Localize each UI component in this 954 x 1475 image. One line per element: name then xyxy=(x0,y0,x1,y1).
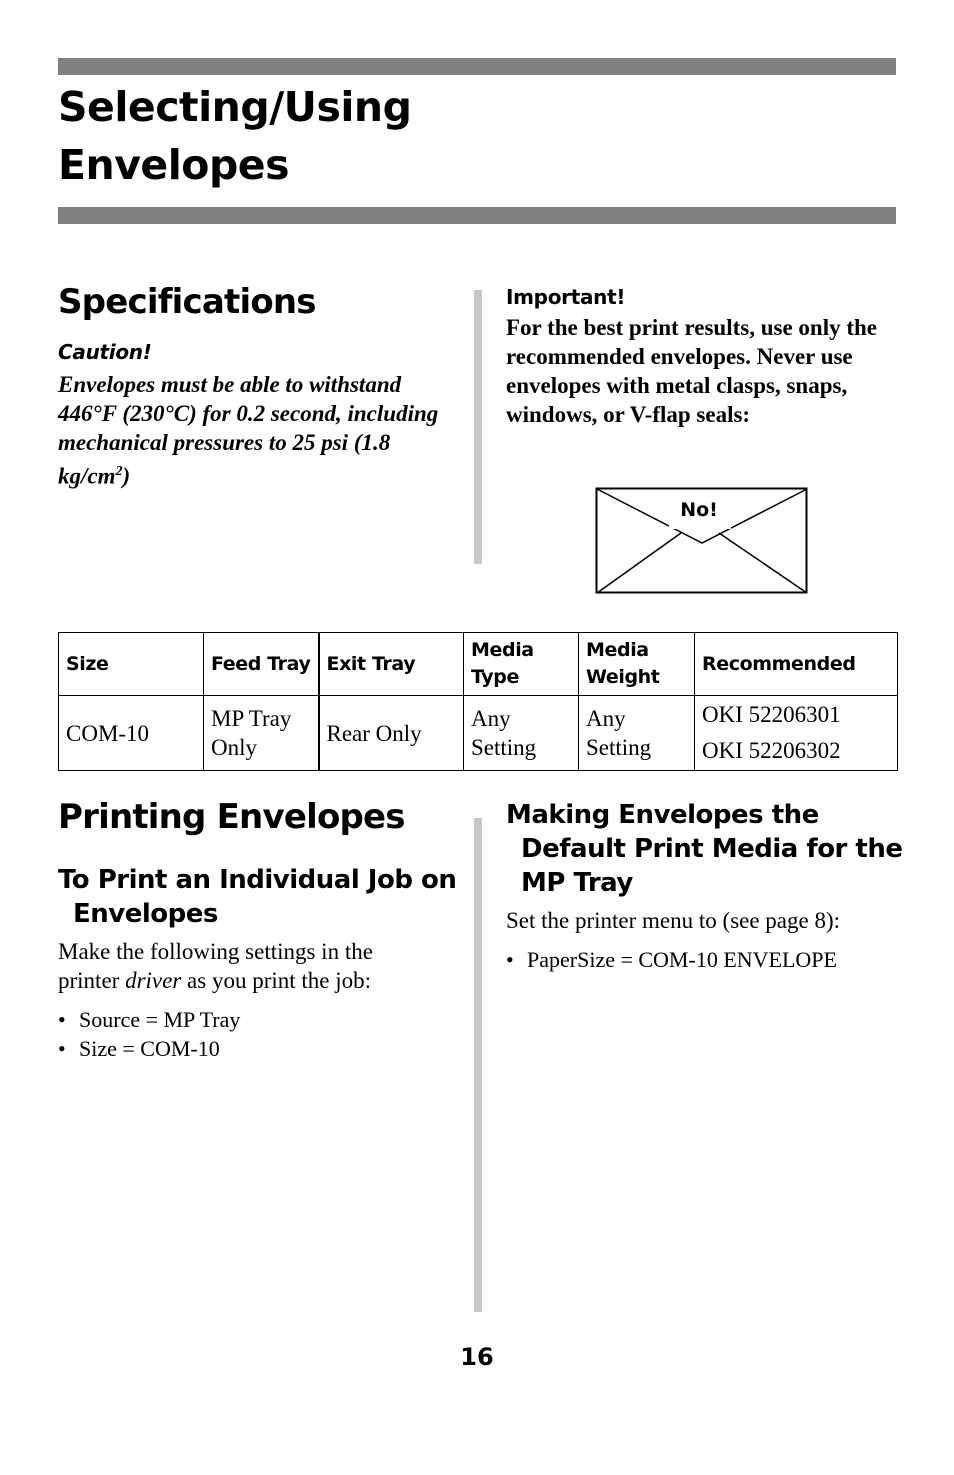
cell-recommended xyxy=(695,696,898,771)
caution-label: Caution! xyxy=(58,340,152,364)
header-media-type: Media Type xyxy=(464,633,579,696)
recommended-item: OKI 52206302 xyxy=(702,738,841,763)
intro-text-before: Make the following settings in the printer xyxy=(58,939,373,993)
column-divider-top xyxy=(474,290,482,564)
header-size: Size xyxy=(59,633,204,696)
bottom-title-rule xyxy=(58,207,896,224)
printing-envelopes-heading: Printing Envelopes xyxy=(58,797,405,837)
header-feed-tray: Feed Tray xyxy=(204,633,319,696)
recommended-item: OKI 52206301 xyxy=(702,702,841,727)
list-item: • Size = COM-10 xyxy=(58,1034,240,1063)
caution-superscript: 2 xyxy=(115,464,123,479)
header-recommended: Recommended xyxy=(695,633,898,696)
intro-text-italic: driver xyxy=(125,968,182,993)
caution-text xyxy=(58,370,458,491)
important-text: For the best print results, use only the recommended envelopes. Never use envelopes with metal clasps, snaps, windows, or V-flap seals: xyxy=(506,315,877,427)
cell-feed-tray: MP Tray Only xyxy=(204,696,319,771)
header-media-weight: Media Weight xyxy=(579,633,695,696)
specifications-heading: Specifications xyxy=(58,282,316,322)
intro-text-after: as you print the job: xyxy=(181,968,372,993)
cell-size: COM-10 xyxy=(59,696,204,771)
table-header-row xyxy=(59,633,898,696)
important-label: Important! xyxy=(506,285,626,309)
page-title-line2: Envelopes xyxy=(58,141,290,189)
default-media-settings-list xyxy=(506,945,837,974)
envelope-spec-table xyxy=(58,632,898,771)
default-media-intro: Set the printer menu to (see page 8): xyxy=(506,908,841,933)
column-divider-bottom xyxy=(474,818,482,1312)
individual-job-subheading: To Print an Individual Job on Envelopes xyxy=(58,865,457,929)
page-number: 16 xyxy=(460,1343,494,1371)
cell-media-type: Any Setting xyxy=(464,696,579,771)
envelope-no-illustration xyxy=(595,487,809,595)
top-rule xyxy=(58,58,896,75)
caution-body: Envelopes must be able to withstand 446°F (230°C) for 0.2 second, including mechanical pressures to 25 psi (1.8 kg/cm xyxy=(58,372,439,489)
envelope-no-label: No! xyxy=(680,499,718,521)
cell-exit-tray: Rear Only xyxy=(319,696,464,771)
default-media-heading: Making Envelopes the Default Print Media for the MP Tray xyxy=(506,800,903,898)
cell-media-weight: Any Setting xyxy=(579,696,695,771)
individual-job-settings-list xyxy=(58,1005,240,1063)
caution-close: ) xyxy=(122,463,131,489)
header-exit-tray: Exit Tray xyxy=(319,633,464,696)
page-title-line1: Selecting/Using xyxy=(58,83,412,131)
list-item: • PaperSize = COM-10 ENVELOPE xyxy=(506,945,837,974)
table-row xyxy=(59,696,898,771)
individual-job-intro xyxy=(58,937,428,995)
list-item: • Source = MP Tray xyxy=(58,1005,240,1034)
